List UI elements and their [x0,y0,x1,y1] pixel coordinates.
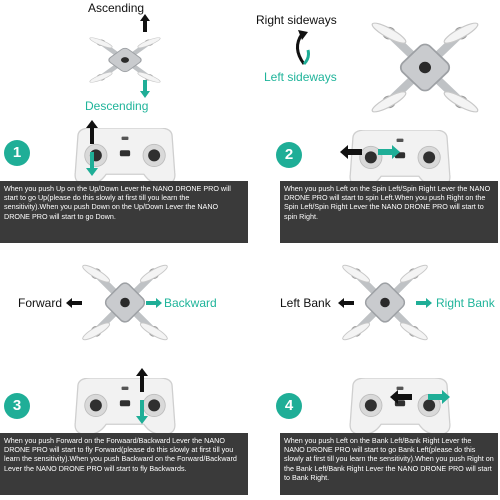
forward-label: Forward [18,296,63,310]
ascending-label: Ascending [88,1,145,15]
controller-image [65,128,185,188]
step-description: When you push Up on the Up/Down Lever the NANO DRONE PRO will start to go Up(please do this slowly at first till you learn the sensitivity).When you push Down on the Up/Down Lever the NANO DRONE PRO will start to go Down. [0,181,248,243]
drone-image [365,10,485,125]
controller-image [65,378,185,438]
left-arrow-icon [338,298,354,308]
rotate-arrow-icon [290,28,310,68]
step-badge: 1 [4,140,30,166]
down-arrow-icon [140,80,150,98]
right-bank-label: Right Bank [436,296,495,310]
drone-image [70,20,180,100]
panel-3 [0,250,250,500]
backward-label: Backward [164,296,217,310]
panel-2 [250,0,500,250]
descending-label: Descending [85,99,149,113]
left-right-arrows-icon [390,390,450,404]
step-badge: 3 [4,393,30,419]
left-sideways-label: Left sideways [264,70,337,84]
left-arrow-icon [66,298,82,308]
panel-4 [250,250,500,500]
up-down-arrows-icon [86,120,98,176]
right-sideways-label: Right sideways [256,13,337,27]
right-arrow-icon [146,298,162,308]
right-arrow-icon [416,298,432,308]
step-description: When you push Forward on the Forwaard/Backward Lever the NANO DRONE PRO will start to fly Forward(please do this slowly at first till you learn the sensitivity).When you push Backward on the Forward/Backward Lever the NANO DRONE PRO will start to fly Backwards. [0,433,248,495]
panel-1 [0,0,250,250]
step-description: When you push Left on the Bank Left/Bank Right Lever the NANO DRONE PRO will start to go Bank Left(please do this slowly at first till you learn the sensitivity).When you push Right on the Bank Left/Bank Right Lever the NANO DRONE PRO will start to Bank Right. [280,433,498,495]
left-right-arrows-icon [340,145,400,159]
step-badge: 4 [276,393,302,419]
controller-image [340,378,460,438]
up-down-arrows-icon [136,368,148,424]
step-badge: 2 [276,142,302,168]
left-bank-label: Left Bank [280,296,331,310]
step-description: When you push Left on the Spin Left/Spin Right Lever the NANO DRONE PRO will start to spin Left.When you push Right on the Spin Left/Spin Right Lever the NANO DRONE PRO will start to spin Right. [280,181,498,243]
